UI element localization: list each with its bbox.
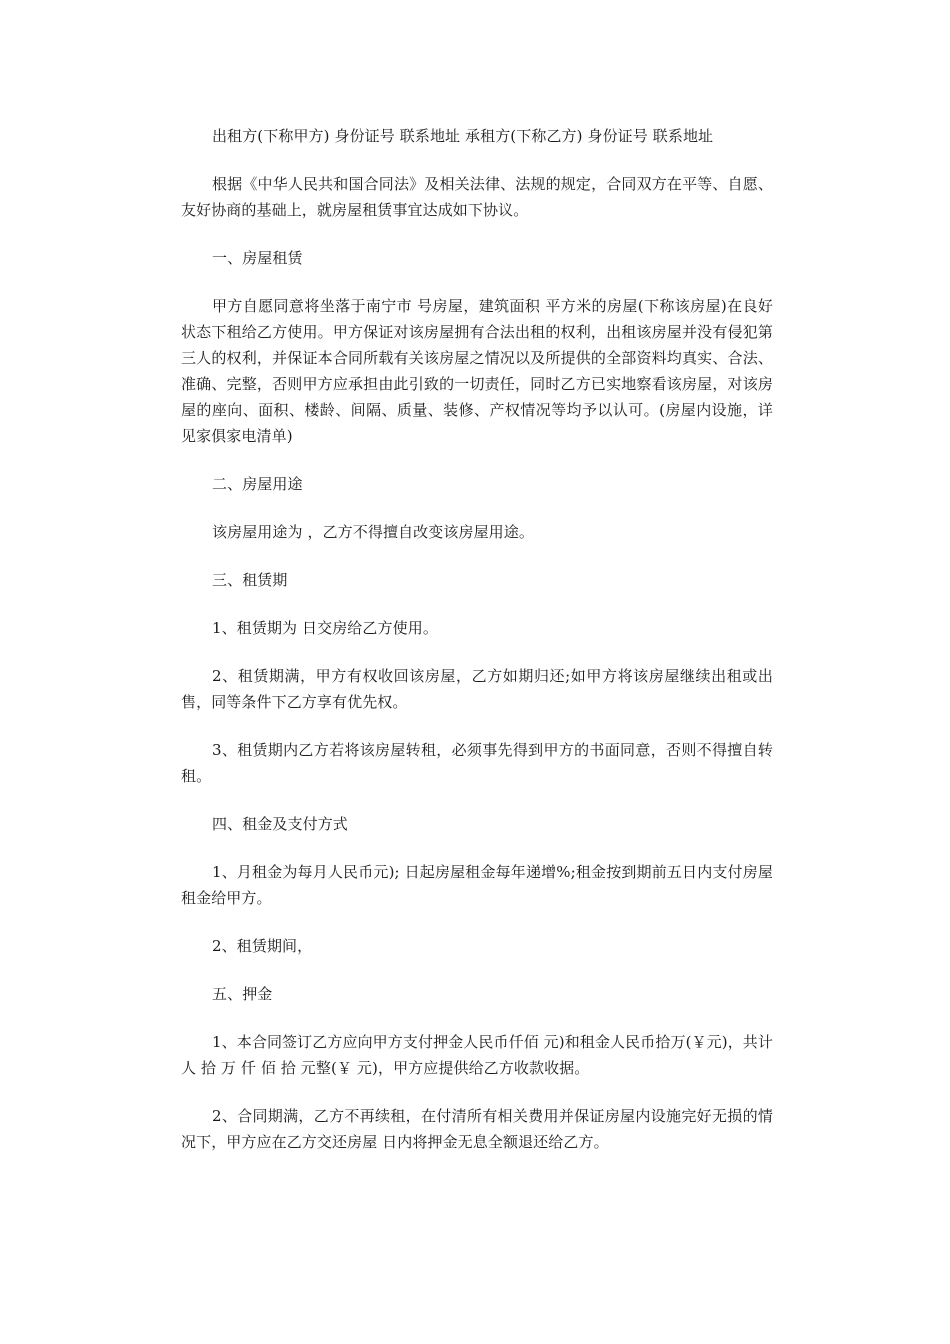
section-heading-3: 三、租赁期	[212, 571, 288, 589]
section-heading-2: 二、房屋用途	[212, 475, 303, 493]
section-heading-4: 四、租金及支付方式	[212, 815, 348, 833]
clause-3-1: 1、租赁期为 日交房给乙方使用。	[212, 619, 438, 637]
contract-page	[181, 123, 773, 1155]
section-heading-5: 五、押金	[212, 985, 273, 1003]
section-2-body: 该房屋用途为 ，乙方不得擅自改变该房屋用途。	[212, 523, 534, 541]
clause-5-2: 2、合同期满，乙方不再续租，在付清所有相关费用并保证房屋内设施完好无损的情况下，甲方应在乙方交还房屋 日内将押金无息全额退还给乙方。	[181, 1107, 773, 1151]
section-1-body: 甲方自愿同意将坐落于南宁市 号房屋，建筑面积 平方米的房屋(下称该房屋)在良好状态下租给乙方使用。甲方保证对该房屋拥有合法出租的权利，出租该房屋并没有侵犯第三人的权利，并保证本合同所载有关该房屋之情况以及所提供的全部资料均真实、合法、准确、完整，否则甲方应承担由此引致的一切责任，同时乙方已实地察看该房屋，对该房屋的座向、面积、楼龄、间隔、质量、装修、产权情况等均予以认可。(房屋内设施，详见家俱家电清单)	[181, 297, 773, 445]
section-heading-1: 一、房屋租赁	[212, 249, 303, 267]
clause-3-3: 3、租赁期内乙方若将该房屋转租，必须事先得到甲方的书面同意，否则不得擅自转租。	[181, 741, 773, 785]
preamble-paragraph: 根据《中华人民共和国合同法》及相关法律、法规的规定，合同双方在平等、自愿、友好协商的基础上，就房屋租赁事宜达成如下协议。	[181, 175, 773, 219]
parties-paragraph: 出租方(下称甲方) 身份证号 联系地址 承租方(下称乙方) 身份证号 联系地址	[212, 127, 714, 145]
clause-3-2: 2、租赁期满，甲方有权收回该房屋，乙方如期归还;如甲方将该房屋继续出租或出售，同等条件下乙方享有优先权。	[181, 667, 773, 711]
clause-5-1: 1、本合同签订乙方应向甲方支付押金人民币仟佰 元)和租金人民币拾万(￥元)，共计人 拾 万 仟 佰 拾 元整(￥ 元)，甲方应提供给乙方收款收据。	[181, 1033, 773, 1077]
clause-4-2: 2、租赁期间，	[212, 937, 313, 955]
clause-4-1: 1、月租金为每月人民币元); 日起房屋租金每年递增%;租金按到期前五日内支付房屋租金给甲方。	[181, 863, 773, 907]
